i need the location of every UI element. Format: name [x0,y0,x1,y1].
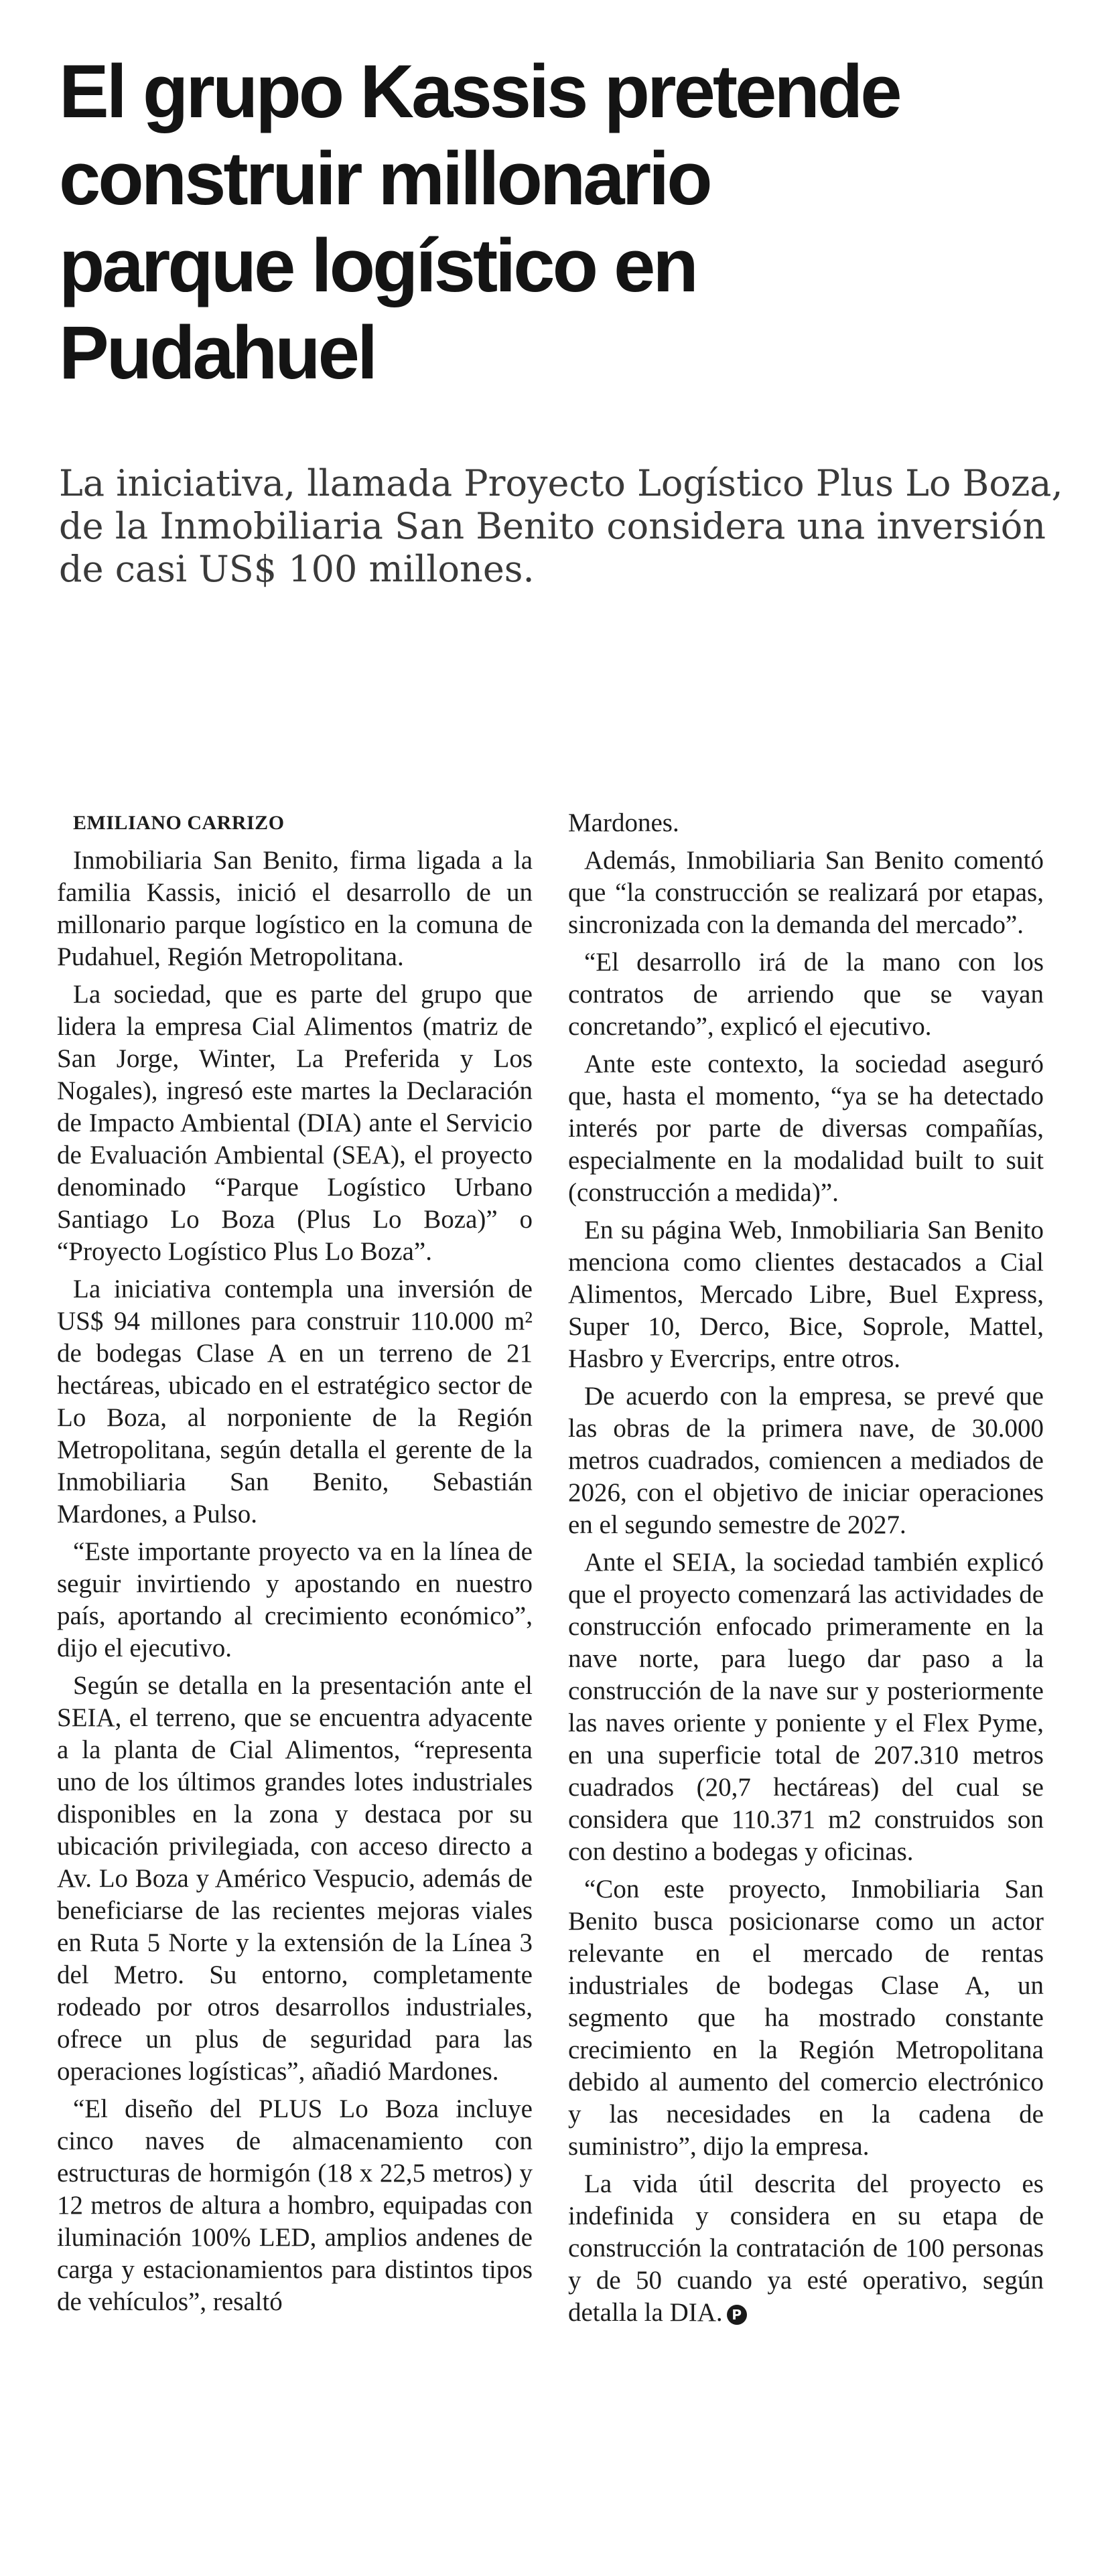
paragraph: Además, Inmobiliaria San Benito comentó que “la construcción se realizará por etapas, sincronizada con la demanda del mercado”. [568,846,1044,939]
paragraph: Ante el SEIA, la sociedad también explicó que el proyecto comenzará las actividades de construcción enfocado primeramente en la nave norte, para luego dar paso a la construcción de la nave sur y posteriormente las naves oriente y poniente y el Flex Pyme, en una superficie total de 207.310 metros cuadrados (20,7 hectáreas) del cual se considera que 110.371 m2 construidos son con destino a bodegas y oficinas. [568,1548,1044,1866]
deck-line: de casi US$ 100 millones. [59,548,535,590]
paragraph: De acuerdo con la empresa, se prevé que las obras de la primera nave, de 30.000 metros cuadrados, comiencen a mediados de 2026, con el objetivo de iniciar operaciones en el segundo semestre de 2027. [568,1382,1044,1539]
paragraph: La iniciativa contempla una inversión de US$ 94 millones para construir 110.000 m² de bodegas Clase A en un terreno de 21 hectáreas, ubicado en el estratégico sector de Lo Boza, al norponiente de la Región Metropolitana, según detalla el gerente de la Inmobiliaria San Benito, Sebastián Mardones, a Pulso. [57,1275,533,1528]
paragraph: En su página Web, Inmobiliaria San Benito menciona como clientes destacados a Cial Alimentos, Mercado Libre, Buel Express, Super 10, Derco, Bice, Soprole, Mattel, Hasbro y Evercrips, entre otros. [568,1216,1044,1373]
paragraph: Inmobiliaria San Benito, firma ligada a la familia Kassis, inició el desarrollo de un millonario parque logístico en la comuna de Pudahuel, Región Metropolitana. [57,846,533,971]
end-of-article-icon: P [727,2305,747,2325]
deck-subtitle [59,462,1064,591]
deck-line: de la Inmobiliaria San Benito considera una inversión [59,505,1046,547]
article-column-right [568,807,1044,2334]
article-column-left [57,807,533,2323]
paragraph: “Con este proyecto, Inmobiliaria San Benito busca posicionarse como un actor relevante en el mercado de rentas industriales de bodegas Clase A, un segmento que ha mostrado constante crecimiento en la Región Metropolitana debido al aumento del comercio electrónico y las necesidades en la cadena de suministro”, dijo la empresa. [568,1875,1044,2161]
paragraph: La sociedad, que es parte del grupo que lidera la empresa Cial Alimentos (matriz de San Jorge, Winter, La Preferida y Los Nogales), ingresó este martes la Declaración de Impacto Ambiental (DIA) ante el Servicio de Evaluación Ambiental (SEA), el proyecto denominado “Parque Logístico Urbano Santiago Lo Boza (Plus Lo Boza)” o “Proyecto Logístico Plus Lo Boza”. [57,980,533,1266]
paragraph-continuation: Mardones. [568,808,679,837]
headline-line: parque logístico en [59,224,696,307]
byline: EMILIANO CARRIZO [73,812,285,834]
deck-line: La iniciativa, llamada Proyecto Logístico Plus Lo Boza, [59,462,1063,504]
headline [59,48,1057,397]
headline-line: construir millonario [59,137,710,220]
headline-line: Pudahuel [59,311,376,395]
paragraph: “El desarrollo irá de la mano con los contratos de arriendo que se vayan concretando”, explicó el ejecutivo. [568,948,1044,1041]
paragraph: “El diseño del PLUS Lo Boza incluye cinco naves de almacenamiento con estructuras de hormigón (18 x 22,5 metros) y 12 metros de altura a hombro, equipadas con iluminación 100% LED, amplios andenes de carga y estacionamientos para distintos tipos de vehículos”, resaltó [57,2094,533,2316]
paragraph-final [568,2168,1044,2329]
paragraph: Según se detalla en la presentación ante el SEIA, el terreno, que se encuentra adyacente a la planta de Cial Alimentos, “representa uno de los últimos grandes lotes industriales disponibles en la zona y destaca por su ubicación privilegiada, con acceso directo a Av. Lo Boza y Américo Vespucio, además de beneficiarse de las recientes mejoras viales en Ruta 5 Norte y la extensión de la Línea 3 del Metro. Su entorno, completamente rodeado por otros desarrollos industriales, ofrece un plus de seguridad para las operaciones logísticas”, añadió Mardones. [57,1671,533,2086]
paragraph-final-text: La vida útil descrita del proyecto es indefinida y considera en su etapa de construcción la contratación de 100 personas y de 50 cuando ya esté operativo, según detalla la DIA. [568,2169,1044,2327]
paragraph: Ante este contexto, la sociedad aseguró que, hasta el momento, “ya se ha detectado interés por parte de diversas compañías, especialmente en la modalidad built to suit (construcción a medida)”. [568,1050,1044,1207]
headline-line: El grupo Kassis pretende [59,50,900,133]
paragraph: “Este importante proyecto va en la línea de seguir invirtiendo y apostando en nuestro país, aportando al crecimiento económico”, dijo el ejecutivo. [57,1537,533,1662]
